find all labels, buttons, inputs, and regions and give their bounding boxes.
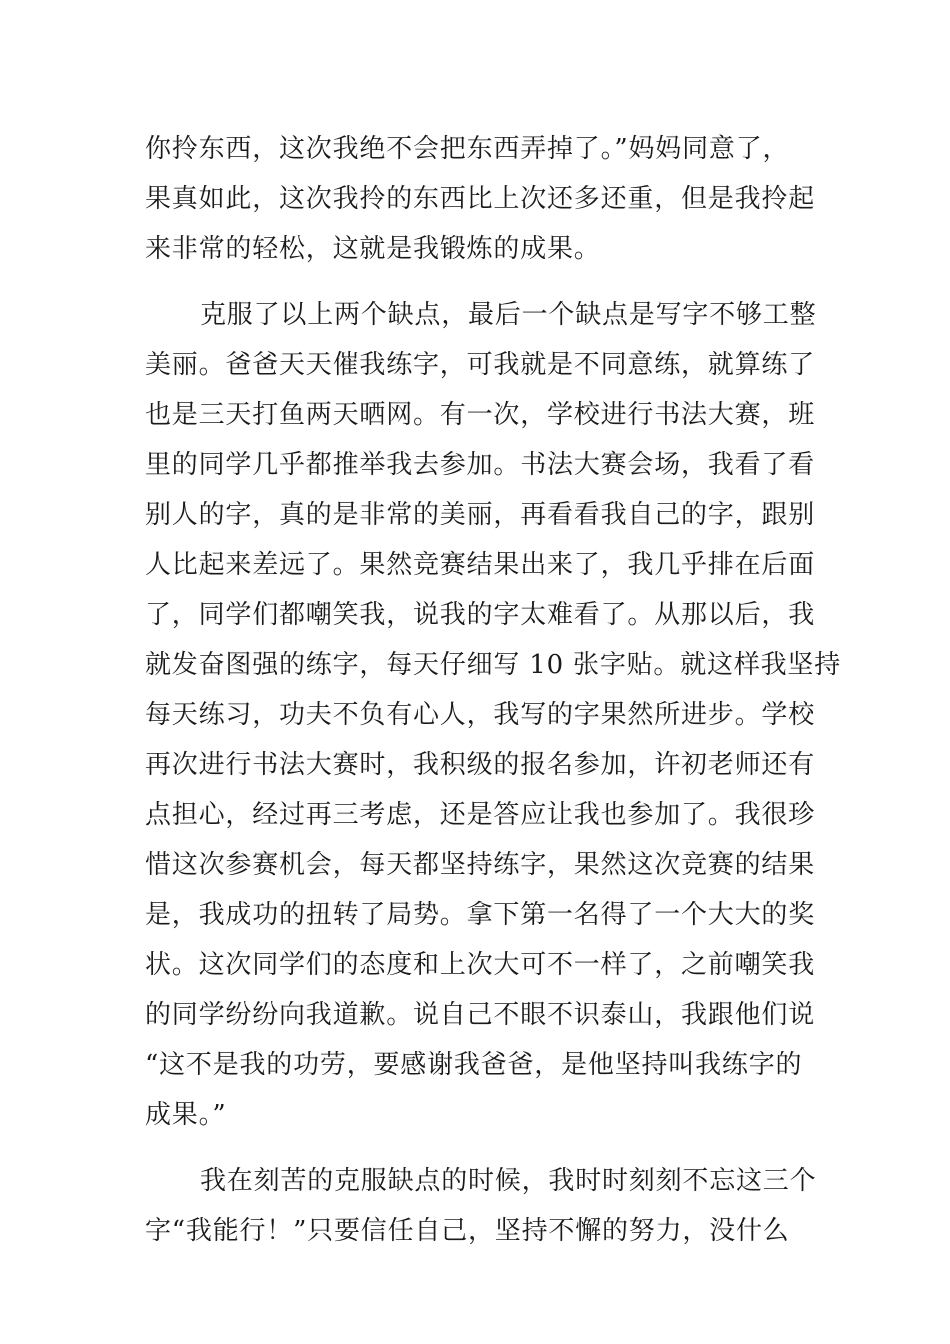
text-line: 是，我成功的扭转了局势。拿下第一名得了一个大大的奖 [145, 900, 816, 930]
paragraph-first-line: 我在刻苦的克服缺点的时候，我时时刻刻不忘这三个 [200, 1166, 817, 1196]
text-line: 人比起来差远了。果然竞赛结果出来了，我几乎排在后面 [145, 550, 816, 580]
text-line: 果真如此，这次我拎的东西比上次还多还重，但是我拎起 [145, 184, 816, 214]
text-line: 美丽。爸爸天天催我练字，可我就是不同意练，就算练了 [145, 350, 816, 380]
text-line: 也是三天打鱼两天晒网。有一次，学校进行书法大赛，班 [145, 400, 816, 430]
text-line: “这不是我的功劳，要感谢我爸爸，是他坚持叫我练字的 [145, 1050, 803, 1080]
text-line: 惜这次参赛机会，每天都坚持练字，果然这次竞赛的结果 [145, 850, 816, 880]
text-line: 的同学纷纷向我道歉。说自己不眼不识泰山，我跟他们说 [145, 1000, 816, 1030]
text-line: 点担心，经过再三考虑，还是答应让我也参加了。我很珍 [145, 800, 816, 830]
text-line: 了，同学们都嘲笑我，说我的字太难看了。从那以后，我 [145, 600, 816, 630]
text-line: 字“我能行！”只要信任自己，坚持不懈的努力，没什么 [145, 1216, 790, 1246]
text-line: 来非常的轻松，这就是我锻炼的成果。 [145, 234, 601, 264]
text-line: 再次进行书法大赛时，我积级的报名参加，许初老师还有 [145, 750, 816, 780]
text-line: 每天练习，功夫不负有心人，我写的字果然所进步。学校 [145, 700, 816, 730]
text-line: 就发奋图强的练字，每天仔细写 10 张字贴。就这样我坚持 [145, 650, 842, 680]
text-line: 成果。” [145, 1100, 227, 1130]
text-line: 状。这次同学们的态度和上次大可不一样了，之前嘲笑我 [145, 950, 816, 980]
text-line: 你拎东西，这次我绝不会把东西弄掉了。”妈妈同意了， [145, 134, 790, 164]
paragraph-first-line: 克服了以上两个缺点，最后一个缺点是写字不够工整 [200, 300, 817, 330]
text-line: 别人的字，真的是非常的美丽，再看看我自己的字，跟别 [145, 500, 816, 530]
text-line: 里的同学几乎都推举我去参加。书法大赛会场，我看了看 [145, 450, 816, 480]
